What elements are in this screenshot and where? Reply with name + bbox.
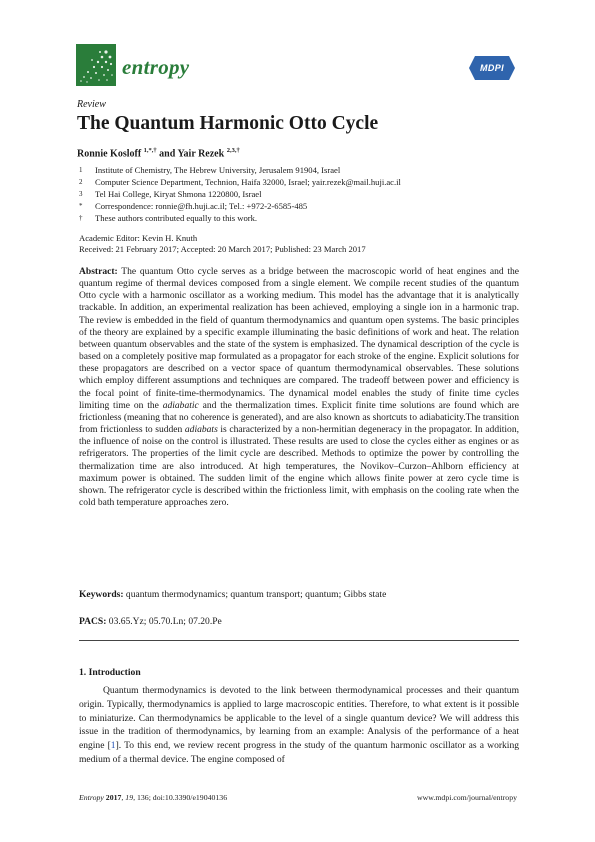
abstract (79, 266, 519, 509)
mdpi-logo (469, 56, 515, 80)
affiliation-mark: † (79, 214, 83, 222)
publication-dates: Received: 21 February 2017; Accepted: 20 March 2017; Published: 23 March 2017 (79, 244, 366, 254)
affiliation-item (79, 177, 401, 188)
pacs-text: 03.65.Yz; 05.70.Ln; 07.20.Pe (106, 616, 222, 627)
author-name[interactable]: Ronnie Kosloff (77, 148, 142, 160)
keywords (79, 589, 386, 600)
abstract-text: and the thermalization times. Explicit finite time solutions are found which are frictionless (meaning that no coherence is generated), and are also known as shortcuts to adiabaticity.The transition from frictionless to sudden (79, 399, 519, 436)
affiliation-item (79, 201, 307, 212)
author-name[interactable]: Yair Rezek (177, 148, 225, 160)
section-heading: 1. Introduction (79, 667, 141, 678)
citation-link[interactable]: 1 (110, 740, 116, 752)
keywords-label: Keywords: (79, 589, 124, 600)
footer-citation: Entropy 2017, 19, 136; doi:10.3390/e19040136 (79, 793, 228, 802)
author-affiliation-marks: 2,3,† (226, 147, 240, 154)
affiliation-item (79, 165, 340, 176)
abstract-text: is characterized by a non-hermitian degeneracy in the propagator. In addition, the influence of noise on the control is illustrated. These results are used to close the cycles either as engines or as refrigerators. The properties of the limit cycle are described. Methods to optimize the power by controlling the thermalization time are also introduced. At high temperatures, the Novikov–Curzon–Ahlborn efficiency at maximum power is obtained. The sudden limit of the engine which allows finite power at zero cycle time is shown. The refrigerator cycle is described within the frictionless limit, with emphasis on the cooling rate when the cold bath temperature approaches zero. (79, 424, 519, 508)
author-list (77, 147, 240, 159)
abstract-italic: adiabatic (162, 399, 199, 411)
body-text: Quantum thermodynamics is devoted to the link between thermodynamical processes and their quantum origin. Typically, thermodynamics is applied to large macroscopic entities. Therefore, to what extent is it possible to miniaturize. Can thermodynamics be applicable to the level of a single quantum device? We will address this issue in the tradition of thermodynamics, by learning from an example: Analysis of the performance of a heat engine [ (79, 685, 519, 752)
affiliation-text: Tel Hai College, Kiryat Shmona 1220800, Israel (95, 189, 262, 199)
affiliation-text: These authors contributed equally to this work. (95, 213, 258, 223)
pacs-label: PACS: (79, 616, 107, 627)
mdpi-label: MDPI (479, 63, 505, 73)
entropy-logo-icon (76, 44, 116, 86)
affiliation-mark: 3 (79, 190, 83, 198)
journal-name: entropy (122, 55, 190, 79)
affiliation-text: Institute of Chemistry, The Hebrew University, Jerusalem 91904, Israel (95, 165, 341, 175)
abstract-label: Abstract: (79, 266, 118, 277)
correspondence-text[interactable]: Correspondence: ronnie@fh.huji.ac.il; Tel.: +972-2-6585-485 (95, 201, 308, 211)
author-affiliation-marks: 1,*,† (143, 147, 157, 154)
affiliation-mark: 1 (79, 166, 83, 174)
footer-doi[interactable]: , 136; doi:10.3390/e19040136 (133, 793, 228, 802)
footer-volume: 19 (125, 793, 134, 802)
abstract-italic: adiabats (184, 424, 218, 436)
pacs-codes (79, 616, 222, 627)
affiliation-item (79, 189, 261, 200)
abstract-text: The quantum Otto cycle serves as a bridge between the macroscopic world of heat engines and the quantum regime of thermal devices composed from a single element. We compile recent studies of the quantum Otto cycle with a harmonic oscillator as a working medium. This model has the advantage that it is analytically trackable. In addition, an experimental realization has been achieved, employing a single ion in a harmonic trap. The review is embedded in the field of quantum thermodynamics and quantum open systems. The basic principles of the theory are explained by a specific example illuminating the basic definitions of work and heat. The relation between quantum observables and the state of the system is emphasized. The dynamical description of the cycle is based on a completely positive map formulated as a propagator for each stroke of the engine. Explicit solutions for these propagators are described on a vector space of quantum thermodynamical observables. These solutions which employ different assumptions and techniques are compared. The tradeoff between power and efficiency is the focal point of finite-time-thermodynamics. The dynamical model enables the study of finite time cycles limiting time on the (79, 266, 519, 411)
footer-url[interactable]: www.mdpi.com/journal/entropy (417, 793, 517, 802)
footer-journal: Entropy (79, 793, 104, 802)
article-title: The Quantum Harmonic Otto Cycle (77, 113, 379, 134)
affiliation-text[interactable]: Computer Science Department, Technion, Haifa 32000, Israel; yair.rezek@mail.huji.ac.il (95, 177, 401, 187)
body-text: ]. To this end, we review recent progress in the study of the quantum harmonic oscillator as a working medium of a thermal device. The engine composed of (79, 740, 519, 765)
keywords-text: quantum thermodynamics; quantum transport; quantum; Gibbs state (123, 589, 387, 600)
footer-year: 2017 (105, 793, 122, 802)
affiliation-mark: * (79, 202, 83, 210)
affiliation-item (79, 213, 257, 224)
affiliation-mark: 2 (79, 178, 83, 186)
body-paragraph (79, 684, 519, 767)
academic-editor: Academic Editor: Kevin H. Knuth (79, 233, 198, 243)
section-divider (79, 640, 519, 641)
author-separator: and (156, 148, 178, 160)
article-type: Review (77, 99, 106, 110)
